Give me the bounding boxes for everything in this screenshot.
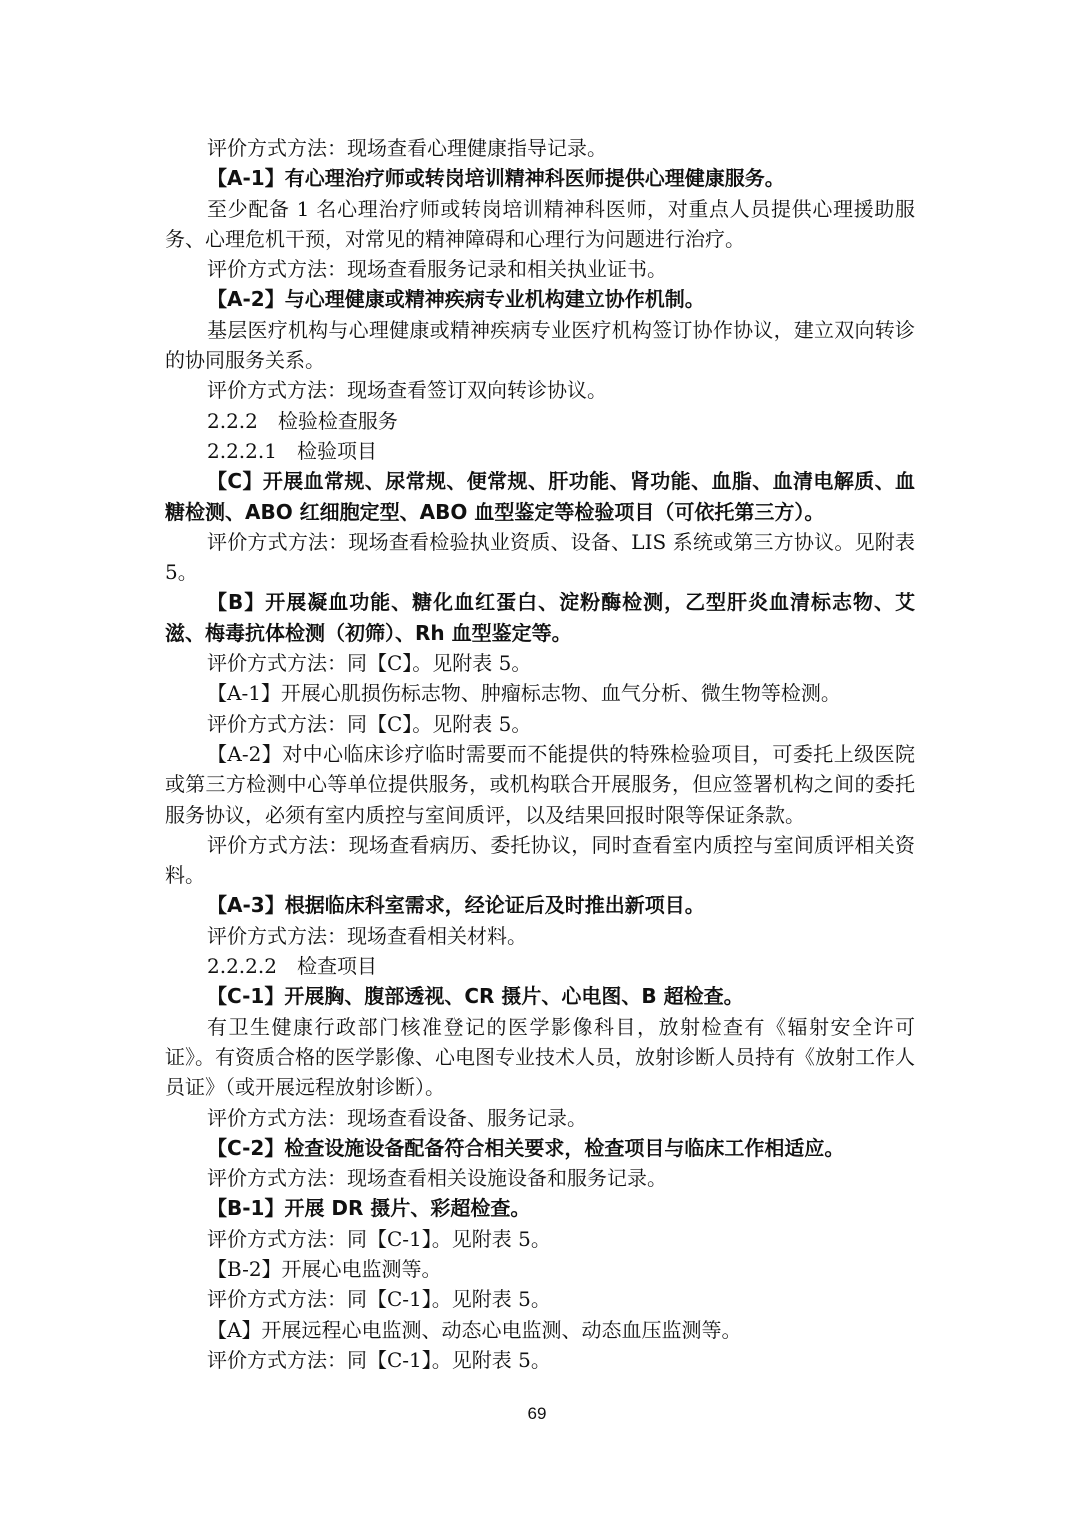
paragraph: 评价方式方法：现场查看心理健康指导记录。 (207, 136, 607, 160)
paragraph: 【A】开展远程心电监测、动态心电监测、动态血压监测等。 (207, 1317, 742, 1342)
criterion-heading: 【B-1】开展 DR 摄片、彩超检查。 (207, 1196, 531, 1221)
paragraph: 至少配备 1 名心理治疗师或转岗培训精神科医师，对重点人员提供心理援助服务、心理危机干预，对常见的精神障碍和心理行为问题进行治疗。 (165, 196, 915, 251)
paragraph: 评价方式方法：现场查看签订双向转诊协议。 (207, 378, 607, 403)
criterion-heading: 【A-3】根据临床科室需求，经论证后及时推出新项目。 (207, 893, 705, 918)
criterion-heading: 【A-1】有心理治疗师或转岗培训精神科医师提供心理健康服务。 (207, 166, 785, 191)
section-heading: 2.2.2 检验检查服务 (207, 408, 398, 433)
paragraph: 【A-2】对中心临床诊疗临时需要而不能提供的特殊检验项目，可委托上级医院或第三方检测中心等单位提供服务，或机构联合开展服务，但应签署机构之间的委托服务协议，必须有室内质控与室间质评，以及结果回报时限等保证条款。 (165, 741, 915, 827)
paragraph: 【B-2】开展心电监测等。 (207, 1256, 442, 1281)
paragraph: 基层医疗机构与心理健康或精神疾病专业医疗机构签订协作协议，建立双向转诊的协同服务关系。 (165, 317, 915, 373)
paragraph: 评价方式方法：现场查看检验执业资质、设备、LIS 系统或第三方协议。见附表 5。 (165, 529, 915, 585)
paragraph: 评价方式方法：同【C-1】。见附表 5。 (207, 1347, 551, 1372)
paragraph: 评价方式方法：现场查看相关材料。 (207, 923, 527, 948)
page-body (165, 133, 915, 1375)
paragraph: 评价方式方法：同【C-1】。见附表 5。 (207, 1226, 551, 1251)
subsection-heading: 2.2.2.2 检查项目 (207, 954, 377, 979)
criterion-heading: 【C-1】开展胸、腹部透视、CR 摄片、心电图、B 超检查。 (207, 984, 744, 1009)
paragraph: 评价方式方法：同【C】。见附表 5。 (207, 711, 532, 736)
criterion-heading: 【B】开展凝血功能、糖化血红蛋白、淀粉酶检测，乙型肝炎血清标志物、艾滋、梅毒抗体检测（初筛）、Rh 血型鉴定等。 (165, 590, 915, 645)
paragraph: 【A-1】开展心肌损伤标志物、肿瘤标志物、血气分析、微生物等检测。 (207, 681, 841, 706)
criterion-heading: 【C】开展血常规、尿常规、便常规、肝功能、肾功能、血脂、血清电解质、血糖检测、ABO 红细胞定型、ABO 血型鉴定等检验项目（可依托第三方）。 (165, 469, 915, 524)
paragraph: 评价方式方法：同【C-1】。见附表 5。 (207, 1287, 551, 1312)
paragraph: 评价方式方法：现场查看相关设施设备和服务记录。 (207, 1166, 667, 1191)
paragraph: 评价方式方法：现场查看设备、服务记录。 (207, 1105, 587, 1130)
paragraph: 有卫生健康行政部门核准登记的医学影像科目，放射检查有《辐射安全许可证》。有资质合格的医学影像、心电图专业技术人员，放射诊断人员持有《放射工作人员证》（或开展远程放射诊断）。 (165, 1014, 915, 1100)
subsection-heading: 2.2.2.1 检验项目 (207, 438, 377, 463)
paragraph: 评价方式方法：现场查看病历、委托协议，同时查看室内质控与室间质评相关资料。 (165, 832, 915, 888)
page-number: 69 (527, 1404, 547, 1423)
criterion-heading: 【C-2】检查设施设备配备符合相关要求，检查项目与临床工作相适应。 (207, 1135, 845, 1160)
paragraph: 评价方式方法：同【C】。见附表 5。 (207, 651, 532, 676)
paragraph: 评价方式方法：现场查看服务记录和相关执业证书。 (207, 257, 667, 282)
criterion-heading: 【A-2】与心理健康或精神疾病专业机构建立协作机制。 (207, 287, 705, 312)
